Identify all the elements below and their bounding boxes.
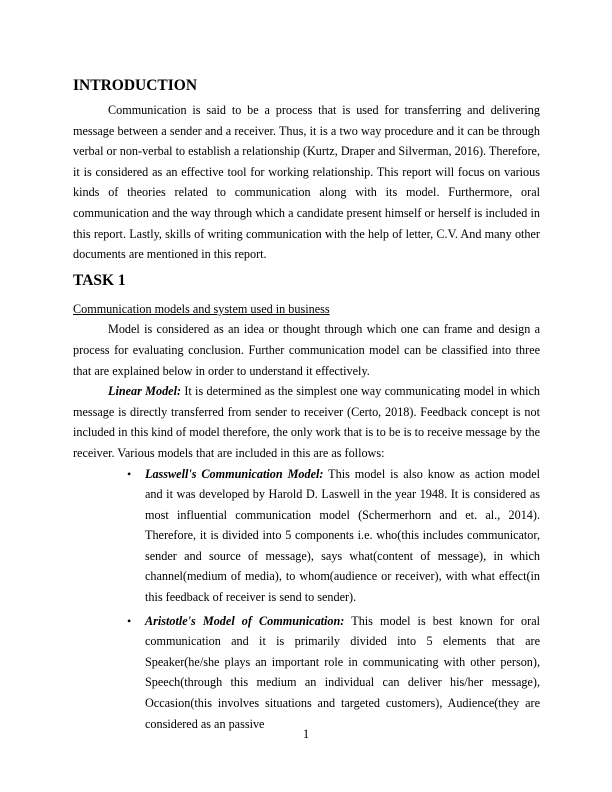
lasswell-label: Lasswell's Communication Model: [145,466,324,481]
bullet-icon: • [127,613,132,628]
introduction-heading: INTRODUCTION [73,77,198,94]
list-item-aristotle [127,611,541,735]
bullet-icon: • [127,466,132,481]
model-list [73,464,540,735]
linear-model-label: Linear Model: [108,384,182,399]
task1-subheading: Communication models and system used in business [73,301,330,316]
introduction-paragraph: Communication is said to be a process that is used for transferring and delivering message between a sender and a receiver. Thus, it is a two way procedure and it can be through verbal or non-verbal to establish a relationship (Kurtz, Draper and Silverman, 2016). Therefore, it is considered as an effective tool for working relationship. This report will focus on various kinds of theories related to communication along with its model. Furthermore, oral communication and the way through which a candidate present himself or herself is included in this report. Lastly, skills of writing communication with the help of letter, C.V. And many other documents are mentioned in this report. [73,103,540,262]
list-item-lasswell [127,464,540,608]
task1-heading: TASK 1 [73,271,126,289]
task1-paragraph: Model is considered as an idea or thought through which one can frame and design a process for evaluating conclusion. Further communication model can be classified into three that are explained below in order to understand it effectively. [73,322,540,378]
aristotle-text: This model is best known for oral communication and it is primarily divided into 5 elements that are Speaker(he/she plays an important role in communicating with other person), Speech(through this medium an individual can deliver his/her message), Occasion(this involves situations and targeted customers), Audience(they are considered as an passive [145,613,541,731]
linear-model-text: It is determined as the simplest one way communicating model in which message is directly transferred from sender to receiver (Certo, 2018). Feedback concept is not included in this kind of model therefore, the only work that is to be is to receive message by the receiver. Various models that are included in this are as follows: [73,384,540,460]
page-content [73,76,540,734]
page-number: 1 [302,727,310,741]
lasswell-text: This model is also know as action model and it was developed by Harold D. Laswell in the year 1948. It is considered as most influential communication model (Schermerhorn and et. al., 2014). Therefore, it is divided into 5 components i.e. who(this includes communicator, sender and source of message), says what(content of message), in which channel(medium of media), to whom(audience or receiver), with what effect(in this feedback of receiver is send to sender). [145,466,540,605]
aristotle-label: Aristotle's Model of Communication: [145,613,345,628]
linear-model-paragraph [73,381,540,463]
